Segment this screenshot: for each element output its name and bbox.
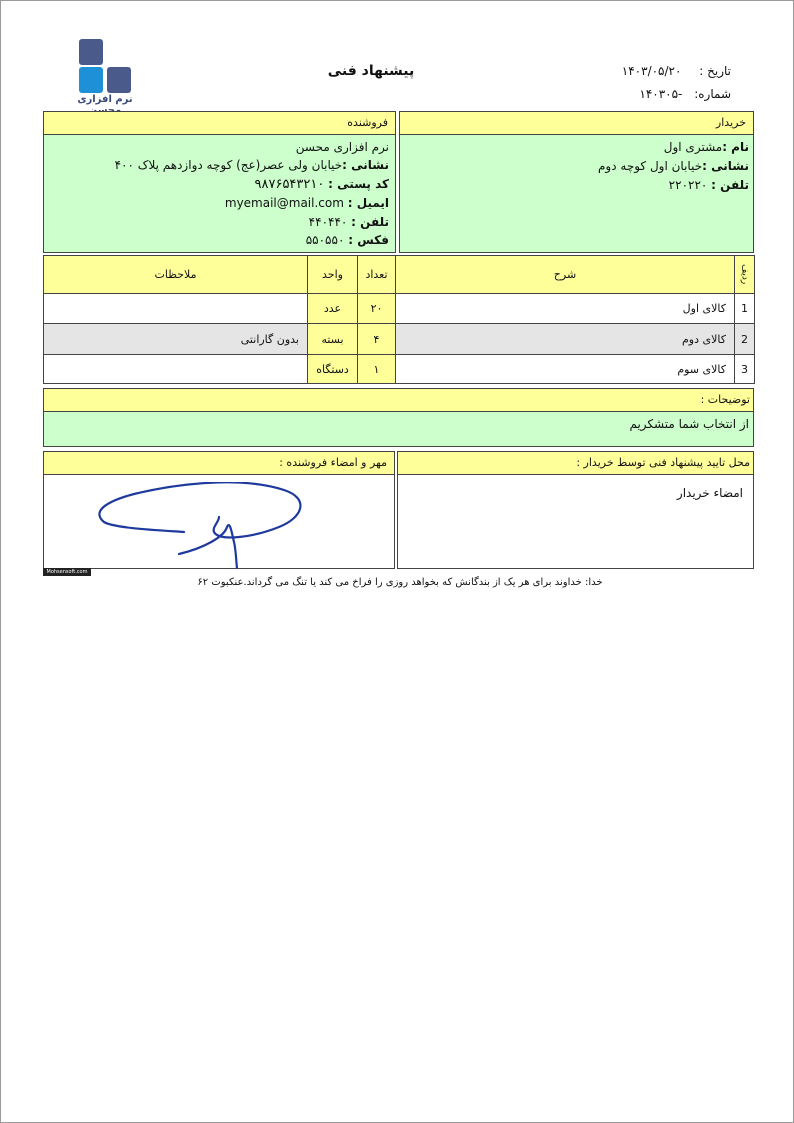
number-value: -۱۴۰۳۰۵ (639, 87, 683, 101)
watermark-badge: Mohsensoft.com (43, 568, 91, 576)
buyer-name-label: نام : (722, 140, 749, 154)
seller-phone-label: تلفن : (351, 215, 389, 229)
row-notes (44, 294, 308, 324)
number-line (639, 87, 731, 101)
seller-address-value: خیابان ولی عصر(عج) کوچه دوازدهم پلاک ۴۰۰ (114, 158, 343, 172)
seller-email-value: myemail@mail.com (224, 196, 344, 210)
header-row-label: ردیف (739, 264, 750, 285)
buyer-name (664, 140, 749, 154)
seller-name: نرم افزاری محسن (295, 140, 389, 154)
date-label: تاریخ : (699, 64, 731, 78)
row-qty: ۴ (358, 324, 396, 355)
seller-email-label: ایمیل : (347, 196, 389, 210)
seller-postal-label: کد پستی : (328, 177, 389, 191)
seller-fax (306, 233, 389, 247)
buyer-phone-label: تلفن : (711, 178, 749, 192)
row-unit: دستگاه (308, 355, 358, 384)
seller-signature-icon (94, 482, 314, 572)
logo-text: نرم افزاری (77, 94, 133, 105)
row-qty: ۱ (358, 355, 396, 384)
buyer-approval-box (397, 451, 754, 569)
seller-phone (309, 215, 389, 229)
table-row (44, 294, 755, 324)
row-unit: عدد (308, 294, 358, 324)
buyer-sign-label: امضاء خریدار (676, 486, 743, 500)
page-title: پیشنهاد فنی (327, 63, 415, 79)
header-row (735, 256, 755, 294)
row-number: 3 (735, 355, 755, 384)
seller-box (43, 111, 396, 253)
row-desc: کالای اول (396, 294, 735, 324)
row-notes: بدون گارانتی (44, 324, 308, 355)
buyer-address-value: خیابان اول کوچه دوم (598, 159, 703, 173)
header-qty: تعداد (358, 256, 396, 294)
table-row (44, 355, 755, 384)
date-line (622, 64, 731, 78)
date-value: ۱۴۰۳/۰۵/۲۰ (621, 64, 682, 78)
notes-box (43, 388, 754, 447)
seller-postal (255, 177, 389, 192)
row-notes (44, 355, 308, 384)
seller-phone-value: ۴۴۰۴۴۰ (308, 215, 348, 229)
seller-fax-label: فکس : (348, 233, 389, 247)
items-table (43, 255, 755, 384)
number-label: شماره: (694, 87, 731, 101)
table-header-row (44, 256, 755, 294)
table-row (44, 324, 755, 355)
footer-quote: خدا: خداوند برای هر یک از بندگانش که بخواهد روزی را فراخ می کند یا تنگ می گرداند.عنکبوت ۶۲ (197, 577, 603, 588)
row-number: 2 (735, 324, 755, 355)
buyer-name-value: مشتری اول (663, 140, 723, 154)
seller-signature-header: مهر و امضاء فروشنده : (44, 452, 394, 475)
row-number: 1 (735, 294, 755, 324)
seller-address-label: نشانی : (342, 158, 389, 172)
header-desc: شرح (396, 256, 735, 294)
row-desc: کالای دوم (396, 324, 735, 355)
header-notes: ملاحظات (44, 256, 308, 294)
seller-address (115, 158, 389, 172)
notes-text: از انتخاب شما متشکریم (629, 417, 749, 431)
buyer-approval-header: محل تایید پیشنهاد فنی توسط خریدار : (398, 452, 753, 475)
logo-mark-icon (65, 39, 145, 95)
row-unit: بسته (308, 324, 358, 355)
header-unit: واحد (308, 256, 358, 294)
buyer-phone-value: ۲۲۰۲۲۰ (668, 178, 708, 192)
company-logo (65, 39, 145, 109)
row-desc: کالای سوم (396, 355, 735, 384)
buyer-header: خریدار (400, 112, 753, 135)
buyer-address-label: نشانی : (702, 159, 749, 173)
seller-email (225, 196, 389, 210)
notes-header: توضیحات : (44, 389, 753, 412)
seller-signature-box (43, 451, 395, 569)
seller-fax-value: ۵۵۰۵۵۰ (305, 233, 345, 247)
buyer-address (598, 159, 749, 173)
seller-postal-value: ۹۸۷۶۵۴۳۲۱۰ (254, 177, 325, 192)
buyer-box (399, 111, 754, 253)
row-qty: ۲۰ (358, 294, 396, 324)
seller-header: فروشنده (44, 112, 395, 135)
buyer-phone (669, 178, 749, 192)
